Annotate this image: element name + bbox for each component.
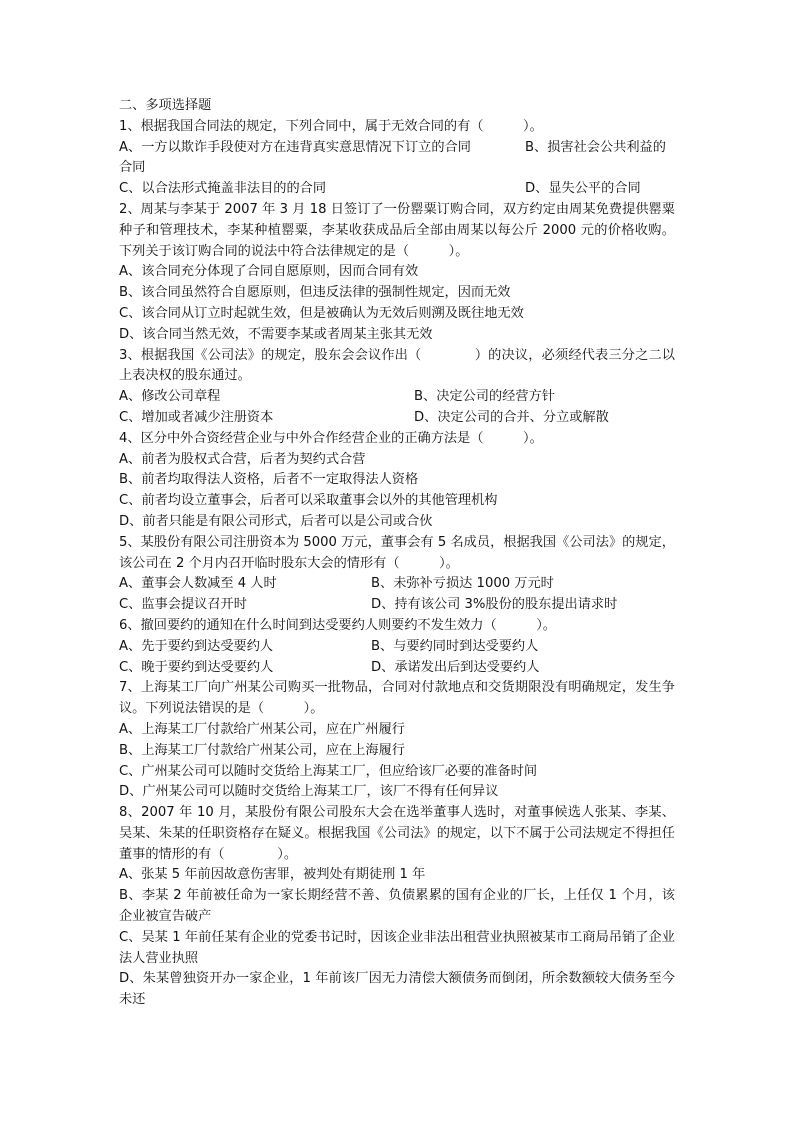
option-5c: C、监事会提议召开时 [119, 597, 247, 613]
option-7c: C、广州某公司可以随时交货给上海某工厂，但应给该厂必要的准备时间 [119, 763, 538, 779]
option-7a: A、上海某工厂付款给广州某公司，应在广州履行 [119, 721, 405, 737]
document-content [119, 96, 675, 1011]
option-2b: B、该合同虽然符合自愿原则，但违反法律的强制性规定，因而无效 [119, 285, 511, 301]
option-8a: A、张某 5 年前因故意伤害罪，被判处有期徒刑 1 年 [119, 867, 426, 883]
option-1b-continued: 合同 [119, 160, 146, 176]
option-8d: D、朱某曾独资开办一家企业，1 年前该厂因无力清偿大额债务而倒闭，所余数额较大债务至今未还 [119, 971, 675, 1008]
option-4d: D、前者只能是有限公司形式，后者可以是公司或合伙 [119, 513, 433, 529]
option-5d: D、持有该公司 3%股份的股东提出请求时 [371, 597, 618, 613]
question-4-stem: 4、区分中外合资经营企业与中外合作经营企业的正确方法是（ ）。 [119, 430, 543, 446]
option-8c: C、吴某 1 年前任某有企业的党委书记时，因该企业非法出租营业执照被某市工商局吊销了企业法人营业执照 [119, 929, 675, 966]
question-1-stem: 1、根据我国合同法的规定，下列合同中，属于无效合同的有（ ）。 [119, 118, 543, 134]
option-6b: B、与要约同时到达受要约人 [371, 638, 539, 654]
option-3d: D、决定公司的合并、分立或解散 [414, 409, 609, 425]
option-3a: A、修改公司章程 [119, 389, 221, 405]
option-3b: B、决定公司的经营方针 [414, 389, 555, 405]
option-5b: B、未弥补亏损达 1000 万元时 [371, 576, 554, 592]
question-1-options-cd [119, 179, 675, 200]
question-5-stem: 5、某股份有限公司注册资本为 5000 万元，董事会有 5 名成员，根据我国《公司法》的规定，该公司在 2 个月内召开临时股东大会的情形有（ ）。 [119, 534, 675, 571]
question-1-options-ab [119, 138, 675, 159]
option-5a: A、董事会人数减至 4 人时 [119, 576, 277, 592]
option-8b: B、李某 2 年前被任命为一家长期经营不善、负债累累的国有企业的厂长，上任仅 1 个月，该企业被宣告破产 [119, 888, 675, 925]
question-8-stem: 8、2007 年 10 月，某股份有限公司股东大会在选举董事人选时，对董事候选人张某、李某、吴某、朱某的任职资格存在疑义。根据我国《公司法》的规定，以下不属于公司法规定不得担任董事的情形的有（ ）。 [119, 805, 675, 862]
question-3-stem: 3、根据我国《公司法》的规定，股东会会议作出（ ）的决议，必须经代表三分之二以上表决权的股东通过。 [119, 347, 675, 384]
option-6d: D、承诺发出后到达受要约人 [371, 659, 540, 675]
question-6-options-ab [119, 637, 675, 658]
option-2a: A、该合同充分体现了合同自愿原则，因而合同有效 [119, 264, 419, 280]
question-5-options-cd [119, 595, 675, 616]
section-title: 二、多项选择题 [119, 98, 212, 113]
option-4b: B、前者均取得法人资格，后者不一定取得法人资格 [119, 472, 419, 488]
question-2-stem: 2、周某与李某于 2007 年 3 月 18 日签订了一份罂粟订购合同，双方约定由周某免费提供罂粟种子和管理技术，李某种植罂粟，李某收获成品后全部由周某以每公斤 2000 元的价格收购。下列关于该订购合同的说法中符合法律规定的是（ ）。 [119, 201, 675, 259]
option-2d: D、该合同当然无效，不需要李某或者周某主张其无效 [119, 326, 433, 342]
option-1b: B、损害社会公共利益的 [525, 139, 666, 155]
question-7-stem: 7、上海某工厂向广州某公司购买一批物品，合同对付款地点和交货期限没有明确规定，发生争议。下列说法错误的是（ ）。 [119, 680, 675, 717]
option-7d: D、广州某公司可以随时交货给上海某工厂，该厂不得有任何异议 [119, 784, 499, 800]
question-3-options-ab [119, 387, 675, 408]
option-3c: C、增加或者减少注册资本 [119, 409, 274, 425]
option-6a: A、先于要约到达受要约人 [119, 638, 274, 654]
question-5-options-ab [119, 574, 675, 595]
question-3-options-cd [119, 408, 675, 429]
option-4a: A、前者为股权式合营，后者为契约式合营 [119, 451, 366, 467]
option-2c: C、该合同从订立时起就生效，但是被确认为无效后则溯及既往地无效 [119, 305, 524, 321]
option-1c: C、以合法形式掩盖非法目的的合同 [119, 181, 327, 197]
question-6-options-cd [119, 658, 675, 679]
option-4c: C、前者均设立董事会，后者可以采取董事会以外的其他管理机构 [119, 493, 498, 509]
question-6-stem: 6、撤回要约的通知在什么时间到达受要约人则要约不发生效力（ ）。 [119, 617, 556, 633]
option-1a: A、一方以欺诈手段使对方在违背真实意思情况下订立的合同 [119, 139, 471, 155]
option-6c: C、晚于要约到达受要约人 [119, 659, 274, 675]
option-7b: B、上海某工厂付款给广州某公司，应在上海履行 [119, 742, 405, 758]
option-1d: D、显失公平的合同 [525, 181, 641, 197]
